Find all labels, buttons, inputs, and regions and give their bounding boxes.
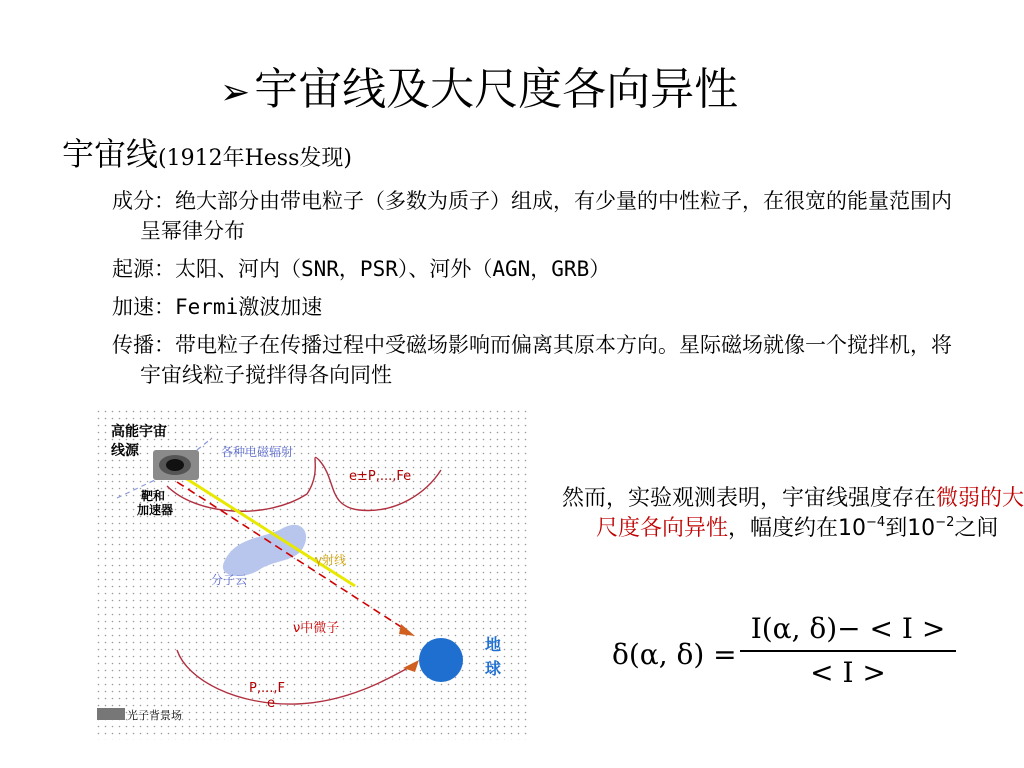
slide-title-text: 宇宙线及大尺度各向异性 [254,64,739,115]
accelerator-label-line2: 加速器 [137,503,174,517]
source-core [166,459,184,471]
bullet-list [112,186,952,398]
lower-particles-label: P,...,F [249,681,285,696]
anisotropy-formula [612,612,962,692]
bullet-origin: 起源：太阳、河内（SNR，PSR）、河外（AGN，GRB） [112,257,611,281]
cloud-label: 分子云 [211,573,248,587]
accelerator-label-line1: 靶和 [141,489,166,503]
anisotropy-paragraph [562,484,1024,544]
earth-label-line2: 球 [485,659,502,678]
anisotropy-text-4: 之间 [954,516,999,541]
subtitle-note: (1912年Hess发现) [158,146,352,171]
subtitle-main: 宇宙线 [62,135,159,173]
formula-lhs: δ(α, δ) = [612,638,737,671]
formula-numerator: I(α, δ)− < I > [750,612,946,645]
subtitle [62,132,352,181]
neutrino-label: ν中微子 [293,621,340,636]
formula-denominator: < I > [810,656,886,689]
diagram-canvas [97,410,527,740]
photon-field-label: 光子背景场 [127,709,182,722]
source-label-line1: 高能宇宙 [111,424,167,440]
cosmic-ray-diagram [97,410,527,740]
bullet-acceleration: 加速：Fermi激波加速 [112,295,323,319]
lower-particles-label-e: e [267,696,275,711]
fraction-bar [740,650,956,652]
slide-title [220,62,860,121]
exponent-1: −4 [866,515,886,530]
anisotropy-text-1: 然而，实验观测表明，宇宙线强度存在 [562,486,937,511]
anisotropy-highlight: 微弱的大尺度各向异性 [596,486,1024,541]
bullet-composition: 成分：绝大部分由带电粒子（多数为质子）组成，有少量的中性粒子，在很宽的能量范围内呈幂律分布 [112,189,952,243]
earth-label-line1: 地 [485,635,502,654]
source-label-line2: 线源 [111,443,139,459]
anisotropy-text-3: 到10 [885,516,936,541]
exponent-2: −2 [935,515,955,530]
gamma-label: γ射线 [315,553,347,567]
formula-fraction [740,612,956,690]
anisotropy-text-2: ，幅度约在10 [728,516,867,541]
radiation-label: 各种电磁辐射 [221,445,294,459]
photon-field-icon [97,708,125,720]
earth-icon [419,638,463,682]
charged-particles-label: e±P,...,Fe [349,469,412,484]
bullet-propagation: 传播：带电粒子在传播过程中受磁场影响而偏离其原本方向。星际磁场就像一个搅拌机，将宇宙线粒子搅拌得各向同性 [112,333,952,387]
arrow-bullet-icon: ➢ [220,72,251,113]
